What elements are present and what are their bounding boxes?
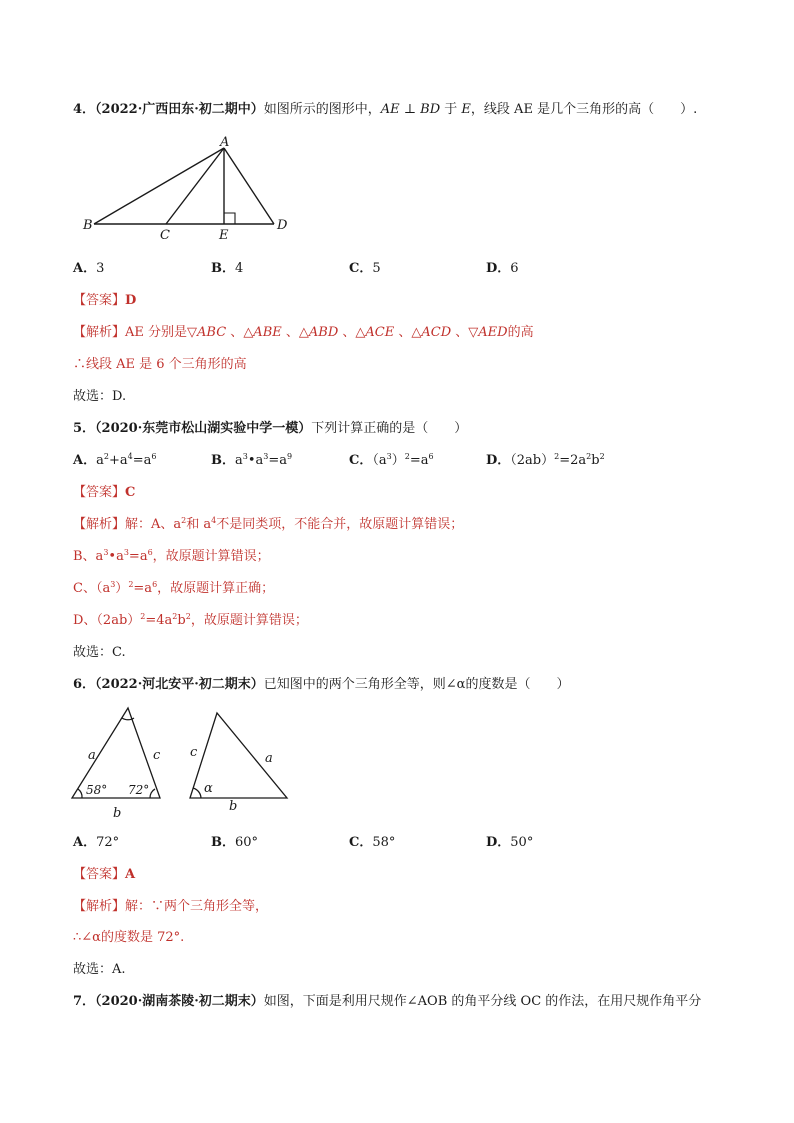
q4-right-angle-mark	[224, 213, 235, 224]
q6-figure	[66, 704, 298, 822]
q6-alpha-mark	[193, 788, 201, 798]
q4-label-b: B	[83, 218, 93, 233]
q6-answer: 【答案】A	[73, 867, 136, 882]
q4-source: （2022·广西田东·初二期中）	[95, 102, 264, 117]
q5-analysis-d: D、$(2ab)^2=4a^2b^2$，故原题计算错误；	[73, 612, 308, 628]
q4-option-d: D．6	[486, 261, 519, 276]
q5-option-a: A．$a^2+a^4=a^6$	[73, 452, 157, 468]
q5-analysis-a: 【解析】解：A、$a^2$和 $a^4$不是同类项，不能合并，故原题计算错误；	[73, 516, 464, 532]
q5-choose: 故选：C.	[73, 645, 126, 660]
q4-option-c: C．5	[349, 261, 381, 276]
q4-analysis-line1: 【解析】AE 分别是▽ABC 、△ABE 、△ABD 、△ACE 、△ACD 、▽AED的高	[73, 325, 534, 340]
q4-stem	[73, 101, 697, 119]
q6-option-a: A．72°	[73, 835, 120, 850]
q6-option-c: C．58°	[349, 835, 396, 850]
q5-answer: 【答案】C	[73, 485, 136, 500]
q4-answer: 【答案】D	[73, 293, 137, 308]
q4-stem-a: 如图所示的图形中，	[263, 102, 381, 117]
q4-label-a: A	[220, 135, 230, 150]
q6-fig1-label-a: a	[88, 748, 96, 763]
q5-option-c: C．$(a^3)^2=a^6$	[349, 452, 434, 468]
q4-stem-b: 于	[440, 102, 462, 117]
q6-fig2-label-c: c	[190, 745, 198, 760]
q4-label-c: C	[160, 228, 170, 243]
q4-stem-e: E	[461, 102, 471, 117]
q4-analysis-line2: ∴线段 AE 是 6 个三角形的高	[73, 357, 247, 372]
q6-fig1-label-c: c	[153, 748, 161, 763]
q4-stem-math: AE ⊥ BD	[380, 102, 441, 117]
q6-fig2-label-alpha: α	[204, 781, 213, 796]
q6-stem: 6．（2022·河北安平·初二期末）已知图中的两个三角形全等，则∠α的度数是（ ）	[73, 677, 570, 692]
q4-choose: 故选：D.	[73, 389, 127, 404]
q4-label-d: D	[277, 218, 288, 233]
q5-analysis-b: B、$a^3•a^3=a^6$，故原题计算错误；	[73, 548, 270, 564]
q6-analysis-line1: 【解析】解：∵两个三角形全等，	[73, 899, 269, 914]
q6-left-58-mark	[78, 789, 82, 798]
q4-figure	[80, 134, 295, 244]
q6-fig1-angle-58: 58°	[86, 783, 108, 797]
q6-fig2-label-b: b	[229, 799, 238, 814]
q7-stem: 7．（2020·湖南茶陵·初二期末）如图，下面是利用尺规作∠AOB 的角平分线 OC 的作法，在用尺规作角平分	[73, 994, 702, 1009]
q5-analysis-c: C、$(a^3)^2=a^6$，故原题计算正确；	[73, 580, 275, 596]
q4-label-e: E	[219, 228, 229, 243]
q6-option-d: D．50°	[486, 835, 534, 850]
q5-option-d: D．$(2ab)^2=2a^2b^2$	[486, 452, 605, 468]
q4-option-a: A．3	[73, 261, 105, 276]
q4-option-b: B．4	[211, 261, 244, 276]
q4-line-ac	[166, 148, 224, 224]
q6-fig1-angle-72: 72°	[128, 783, 150, 797]
q6-choose: 故选：A.	[73, 962, 126, 977]
q5-option-b: B．$a^3•a^3=a^9$	[211, 452, 293, 468]
q4-number: 4．	[73, 102, 96, 117]
q5-stem: 5．（2020·东莞市松山湖实验中学一模）下列计算正确的是（ ）	[73, 421, 468, 436]
q6-analysis-line2: ∴∠α的度数是 72°.	[73, 930, 185, 945]
q6-fig2-label-a: a	[265, 751, 273, 766]
q4-line-ab	[94, 148, 224, 224]
q4-stem-c: ，线段 AE 是几个三角形的高（ ）.	[470, 102, 698, 117]
q6-left-72-mark	[150, 789, 155, 798]
q6-option-b: B．60°	[211, 835, 259, 850]
q6-fig1-label-b: b	[113, 806, 122, 821]
